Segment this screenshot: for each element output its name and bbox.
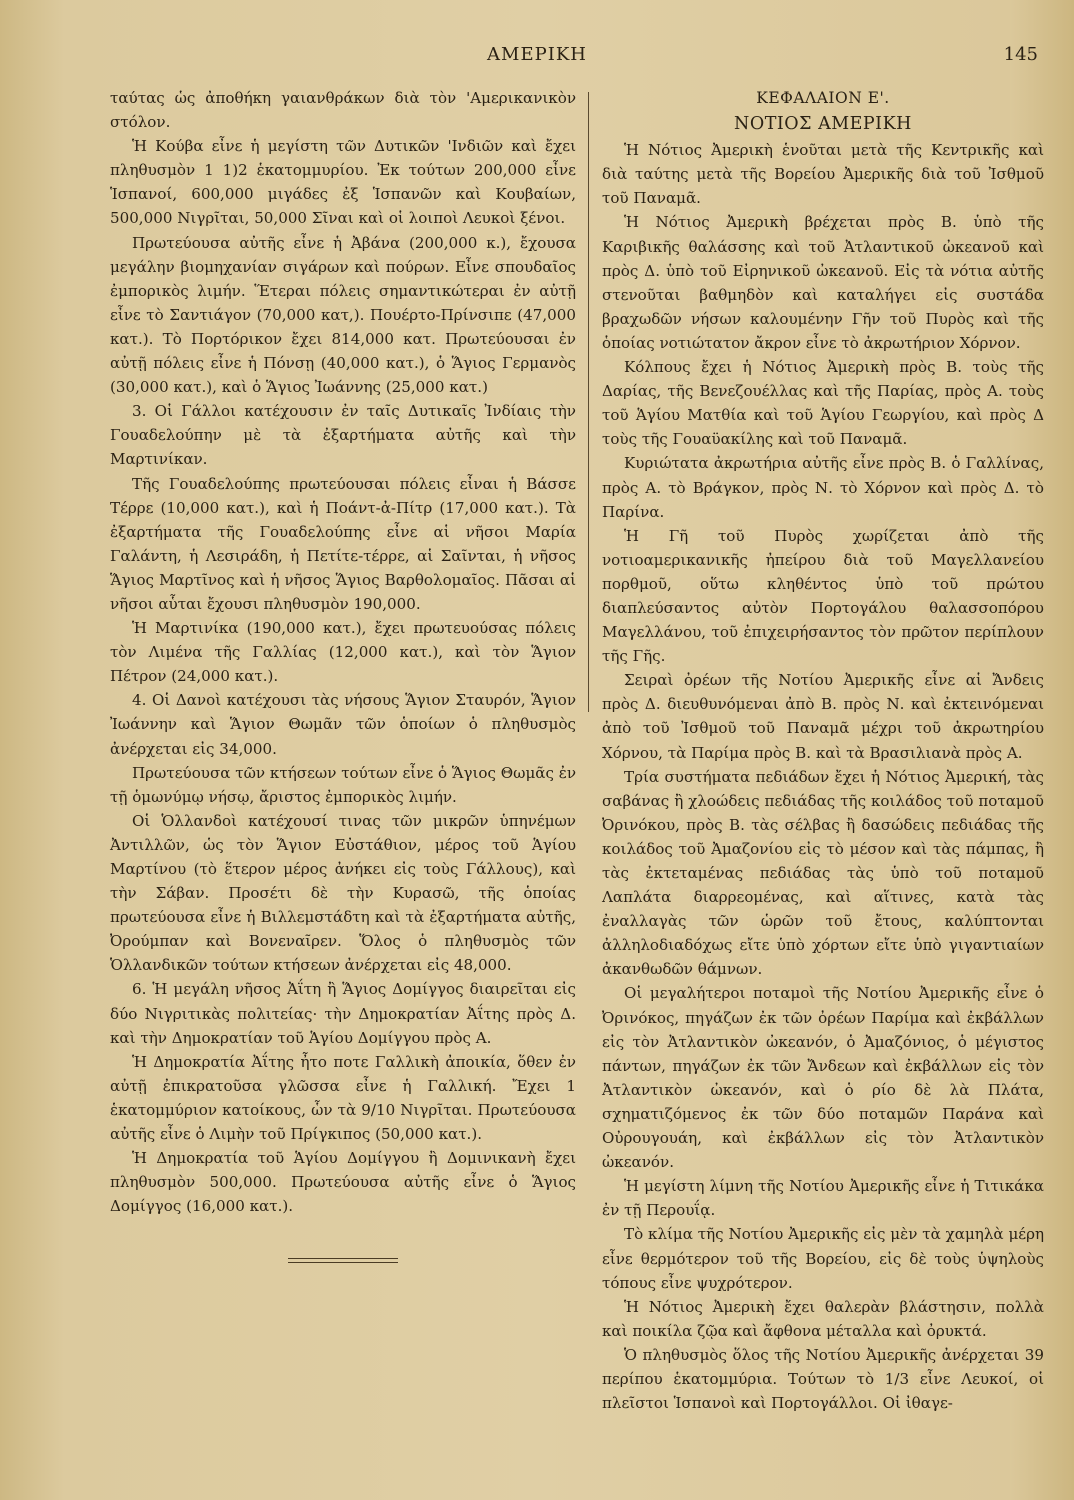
paragraph: Ἡ Νότιος Ἀμερικὴ ἑνοῦται μετὰ τῆς Κεντρικῆς καὶ διὰ ταύτης μετὰ τῆς Βορείου Ἀμερικῆς διὰ τοῦ Ἰσθμοῦ τοῦ Παναμᾶ. <box>602 141 1044 208</box>
paragraph: 3. Οἱ Γάλλοι κατέχουσιν ἐν ταῖς Δυτικαῖς Ἰνδίαις τὴν Γουαδελούπην μὲ τὰ ἐξαρτήματα αὐτῆς καὶ τὴν Μαρτινίκαν. <box>110 402 576 469</box>
paragraph: Ἡ μεγίστη λίμνη τῆς Νοτίου Ἀμερικῆς εἶνε ἡ Τιτικάκα ἐν τῇ Περουΐᾳ. <box>602 1177 1044 1220</box>
paragraph: 6. Ἡ μεγάλη νῆσος Ἀΐτη ἢ Ἅγιος Δομίγγος διαιρεῖται εἰς δύο Νιγριτικὰς πολιτείας· τὴν Δημοκρατίαν Ἀΐτης πρὸς Δ. καὶ τὴν Δημοκρατίαν τοῦ Ἁγίου Δομίγγου πρὸς Α. <box>110 980 576 1047</box>
chapter-heading: ΚΕΦΑΛΑΙΟΝ Ε'. <box>756 89 890 107</box>
paragraph: ταύτας ὡς ἀποθήκη γαιανθράκων διὰ τὸν 'Αμερικανικὸν στόλον. <box>110 89 576 132</box>
paragraph: Σειραὶ ὀρέων τῆς Νοτίου Ἀμερικῆς εἶνε αἱ Ἄνδεις πρὸς Δ. διευθυνόμεναι ἀπὸ Β. πρὸς Ν. καὶ ἐκτεινόμεναι ἀπὸ τοῦ Ἰσθμοῦ τοῦ Παναμᾶ μέχρι τοῦ ἀκρωτηρίου Χόρνου, τὰ Παρίμα πρὸς Β. καὶ τὰ Βρασιλιανὰ πρὸς Α. <box>602 671 1044 762</box>
paragraph: Κόλπους ἔχει ἡ Νότιος Ἀμερικὴ πρὸς Β. τοὺς τῆς Δαρίας, τῆς Βενεζουέλλας καὶ τῆς Παρίας, πρὸς Α. τοὺς τοῦ Ἁγίου Ματθία καὶ τοῦ Ἁγίου Γεωργίου, καὶ πρὸς Δ τοὺς τῆς Γουαϋακίλης καὶ τοῦ Παναμᾶ. <box>602 358 1044 449</box>
end-rule <box>288 1258 398 1263</box>
section-title: ΝΟΤΙΟΣ ΑΜΕΡΙΚΗ <box>734 114 912 135</box>
paragraph: Οἱ Ὁλλανδοὶ κατέχουσί τινας τῶν μικρῶν ὑπηνέμων Ἀντιλλῶν, ὡς τὸν Ἅγιον Εὐστάθιον, μέρος τοῦ Ἁγίου Μαρτίνου (τὸ ἕτερον μέρος ἀνήκει εἰς τοὺς Γάλλους), καὶ τὴν Σάβαν. Προσέτι δὲ τὴν Κυρασῶ, τῆς ὁποίας πρωτεύουσα εἶνε ἡ Βιλλεμστάδτη καὶ τὰ ἐξαρτήματα αὐτῆς, Ὀρούμπαν καὶ Βονεναῖρεν. Ὅλος ὁ πληθυσμὸς τῶν Ὁλλανδικῶν τούτων κτήσεων ἀνέρχεται εἰς 48,000. <box>110 811 576 975</box>
paragraph: Ἡ Νότιος Ἀμερικὴ βρέχεται πρὸς Β. ὑπὸ τῆς Καριβικῆς θαλάσσης καὶ τοῦ Ἀτλαντικοῦ ὠκεανοῦ καὶ πρὸς Δ. ὑπὸ τοῦ Εἰρηνικοῦ ὠκεανοῦ. Εἰς τὰ νότια αὐτῆς στενοῦται βαθμηδὸν καὶ καταλήγει εἰς συστάδα βραχωδῶν νήσων καλουμένην Γῆν τοῦ Πυρὸς καὶ τῆς ὁποίας νοτιώτατον ἄκρον εἶνε τὸ ἀκρωτήριον Χόρνον. <box>602 213 1044 352</box>
paragraph: Ἡ Γῆ τοῦ Πυρὸς χωρίζεται ἀπὸ τῆς νοτιοαμερικανικῆς ἠπείρου διὰ τοῦ Μαγελλανείου πορθμοῦ, οὕτω κληθέντος ὑπὸ τοῦ πρώτου διαπλεύσαντος αὐτὸν Πορτογάλου θαλασσοπόρου Μαγελλάνου, τοῦ ἐπιχειρήσαντος τὸν πρῶτον περίπλουν τῆς Γῆς. <box>602 526 1044 666</box>
paragraph: 4. Οἱ Δανοὶ κατέχουσι τὰς νήσους Ἅγιον Σταυρόν, Ἅγιον Ἰωάννην καὶ Ἅγιον Θωμᾶν τῶν ὁποίων ὁ πληθυσμὸς ἀνέρχεται εἰς 34,000. <box>110 691 576 758</box>
paragraph: Ἡ Δημοκρατία τοῦ Ἁγίου Δομίγγου ἢ Δομινικανὴ ἔχει πληθυσμὸν 500,000. Πρωτεύουσα αὐτῆς εἶνε ὁ Ἅγιος Δομίγγος (16,000 κατ.). <box>110 1149 576 1216</box>
paragraph: Τὸ κλίμα τῆς Νοτίου Ἀμερικῆς εἰς μὲν τὰ χαμηλὰ μέρη εἶνε θερμότερον τοῦ τῆς Βορείου, εἰς δὲ τοὺς ὑψηλοὺς τόπους εἶνε ψυχρότερον. <box>602 1225 1044 1292</box>
paragraph: Τρία συστήματα πεδιάδων ἔχει ἡ Νότιος Ἀμερική, τὰς σαβάνας ἢ χλοώδεις πεδιάδας τῆς κοιλάδος τοῦ ποταμοῦ Ὀρινόκου, πρὸς Β. τὰς σέλβας ἢ δασώδεις πεδιάδας τῆς κοιλάδος τοῦ Ἀμαζονίου εἰς τὸ μέσον καὶ τὰς πάμπας, ἢ τὰς ἐκτεταμένας πεδιάδας τὰς ὑπὸ τοῦ ποταμοῦ Λαπλάτα διαρρεομένας, καὶ αἵτινες, κατὰ τὰς ἐναλλαγὰς τῶν ὡρῶν τοῦ ἔτους, καλύπτονται ἀλληλοδιαδόχως εἴτε ὑπὸ χόρτων εἴτε ὑπὸ γιγαντιαίων ἀκανθωδῶν θάμνων. <box>602 767 1044 979</box>
paragraph: Ἡ Μαρτινίκα (190,000 κατ.), ἔχει πρωτευούσας πόλεις τὸν Λιμένα τῆς Γαλλίας (12,000 κατ.), καὶ τὸν Ἅγιον Πέτρον (24,000 κατ.). <box>110 619 576 686</box>
running-title: ΑΜΕΡΙΚΗ <box>487 44 587 65</box>
paragraph: Οἱ μεγαλήτεροι ποταμοὶ τῆς Νοτίου Ἀμερικῆς εἶνε ὁ Ὀρινόκος, πηγάζων ἐκ τῶν ὀρέων Παρίμα καὶ ἐκβάλλων εἰς τὸν Ἀτλαντικὸν ὠκεανόν, ὁ Ἀμαζόνιος, ὁ μέγιστος πάντων, πηγάζων ἐκ τῶν Ἄνδεων καὶ ἐκβάλλων εἰς τὸν Ἀτλαντικὸν ὠκεανόν, καὶ ὁ ρίο δὲ λὰ Πλάτα, σχηματιζόμενος ἐκ τῶν δύο ποταμῶν Παράνα καὶ Οὐρουγουάη, καὶ ἐκβάλλων εἰς τὸν Ἀτλαντικὸν ὠκεανόν. <box>602 984 1044 1172</box>
paragraph: Ὁ πληθυσμὸς ὅλος τῆς Νοτίου Ἀμερικῆς ἀνέρχεται 39 περίπου ἑκατομμύρια. Τούτων τὸ 1/3 εἶνε Λευκοί, οἱ πλεῖστοι Ἱσπανοὶ καὶ Πορτογάλλοι. Οἱ ἰθαγε- <box>602 1345 1044 1413</box>
paragraph: Ἡ Κούβα εἶνε ἡ μεγίστη τῶν Δυτικῶν 'Ινδιῶν καὶ ἔχει πληθυσμὸν 1 1)2 ἑκατομμυρίου. Ἐκ τούτων 200,000 εἶνε Ἱσπανοί, 600,000 μιγάδες ἐξ Ἱσπανῶν καὶ Κουβαίων, 500,000 Νιγρῖται, 50,000 Σῖναι καὶ οἱ λοιποὶ Λευκοὶ ξένοι. <box>110 137 576 228</box>
paragraph: Πρωτεύουσα αὐτῆς εἶνε ἡ Ἀβάνα (200,000 κ.), ἔχουσα μεγάλην βιομηχανίαν σιγάρων καὶ πούρων. Εἶνε σπουδαῖος ἐμπορικὸς λιμήν. Ἕτεραι πόλεις σημαντικώτεραι ἐν αὐτῇ εἶνε τὸ Σαντιάγον (70,000 κατ,). Πουέρτο-Πρίνσιπε (47,000 κατ.). Τὸ Πορτόρικον ἔχει 814,000 κατ. Πρωτεύουσαι ἐν αὐτῇ πόλεις εἶνε ἡ Πόνσῃ (40,000 κατ.), ὁ Ἅγιος Γερμανὸς (30,000 κατ.), καὶ ὁ Ἅγιος Ἰωάννης (25,000 κατ.) <box>110 233 576 397</box>
column-divider <box>588 92 589 712</box>
paragraph: Ἡ Δημοκρατία Ἀΐτης ἦτο ποτε Γαλλικὴ ἀποικία, ὅθεν ἐν αὐτῇ ἐπικρατοῦσα γλῶσσα εἶνε ἡ Γαλλική. Ἔχει 1 ἑκατομμύριον κατοίκους, ὧν τὰ 9/10 Νιγρῖται. Πρωτεύουσα αὐτῆς εἶνε ὁ Λιμὴν τοῦ Πρίγκιπος (50,000 κατ.). <box>110 1052 576 1144</box>
paragraph: Κυριώτατα ἀκρωτήρια αὐτῆς εἶνε πρὸς Β. ὁ Γαλλίνας, πρὸς Α. τὸ Βράγκον, πρὸς Ν. τὸ Χόρνον καὶ πρὸς Δ. τὸ Παρίνα. <box>602 454 1044 521</box>
page-number: 145 <box>1003 44 1038 65</box>
page-header <box>0 44 1074 74</box>
paragraph: Ἡ Νότιος Ἀμερικὴ ἔχει θαλερὰν βλάστησιν, πολλὰ καὶ ποικίλα ζῷα καὶ ἄφθονα μέταλλα καὶ ὀρυκτά. <box>602 1297 1044 1340</box>
paragraph: Πρωτεύουσα τῶν κτήσεων τούτων εἶνε ὁ Ἅγιος Θωμᾶς ἐν τῇ ὁμωνύμῳ νήσῳ, ἄριστος ἐμπορικὸς λιμήν. <box>110 763 576 806</box>
paragraph: Τῆς Γουαδελούπης πρωτεύουσαι πόλεις εἶναι ἡ Βάσσε Τέρρε (10,000 κατ.), καὶ ἡ Ποάντ-ἀ-Πίτρ (17,000 κατ.). Τὰ ἐξαρτήματα τῆς Γουαδελούπης εἶνε αἱ νῆσοι Μαρία Γαλάντη, ἡ Λεσιράδη, ἡ Πετίτε-τέρρε, αἱ Σαῖνται, ἡ νῆσος Ἅγιος Μαρτῖνος καὶ ἡ νῆσος Ἅγιος Βαρθολομαῖος. Πᾶσαι αἱ νῆσοι αὗται ἔχουσι πληθυσμὸν 190,000. <box>110 474 576 613</box>
right-column <box>602 86 1044 1415</box>
left-column <box>110 86 576 1263</box>
